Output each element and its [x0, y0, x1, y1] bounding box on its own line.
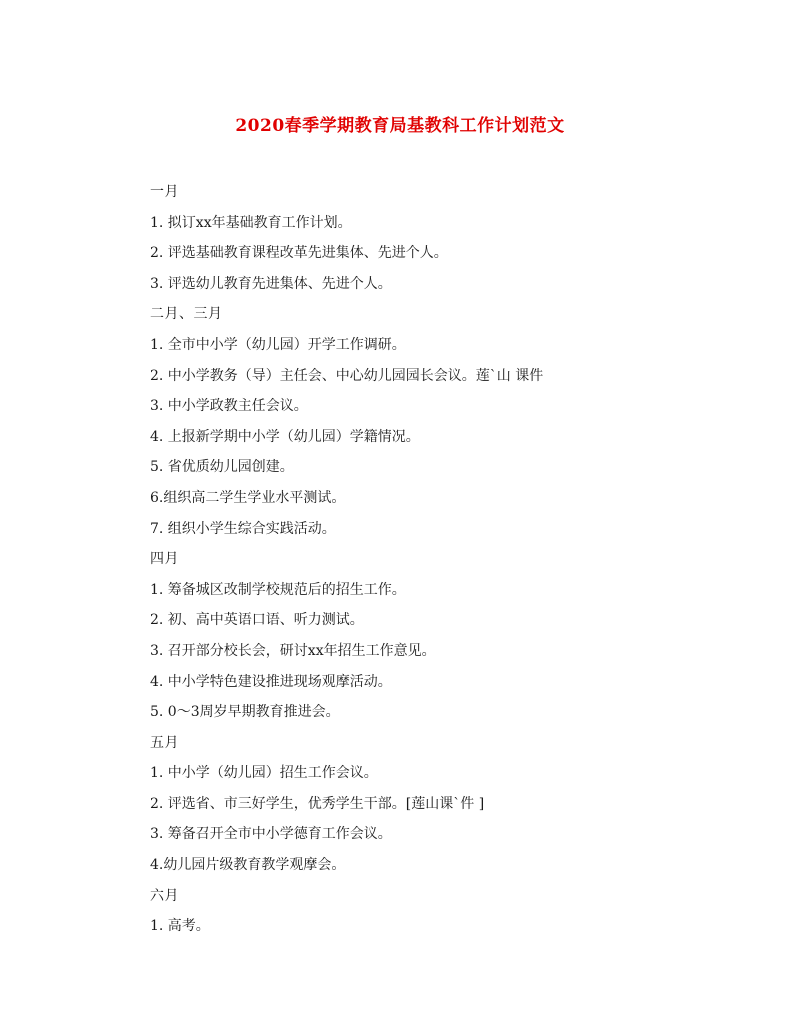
list-item: 1. 筹备城区改制学校规范后的招生工作。	[150, 581, 406, 598]
list-item: 3. 评选幼儿教育先进集体、先进个人。	[150, 275, 392, 292]
month-heading-june: 六月	[150, 887, 179, 904]
list-item: 1. 中小学（幼儿园）招生工作会议。	[150, 765, 378, 782]
list-item: 4. 中小学特色建设推进现场观摩活动。	[150, 673, 392, 690]
month-heading-may: 五月	[150, 734, 179, 751]
document-body	[150, 177, 710, 942]
list-item: 2. 评选基础教育课程改革先进集体、先进个人。	[150, 245, 448, 262]
list-item: 1. 全市中小学（幼儿园）开学工作调研。	[150, 336, 406, 353]
month-heading-february-march: 二月、三月	[150, 306, 223, 323]
month-heading-april: 四月	[150, 551, 179, 568]
list-item: 1. 高考。	[150, 918, 210, 935]
list-item: 5. 省优质幼儿园创建。	[150, 459, 294, 476]
list-item: 3. 中小学政教主任会议。	[150, 398, 308, 415]
document-title: 2020春季学期教育局基教科工作计划范文	[235, 116, 565, 136]
list-item: 3. 召开部分校长会，研讨xx年招生工作意见。	[150, 642, 436, 659]
list-item: 2. 评选省、市三好学生，优秀学生干部。[莲山课`件 ]	[150, 795, 485, 812]
list-item: 4.幼儿园片级教育教学观摩会。	[150, 857, 346, 874]
list-item: 1. 拟订xx年基础教育工作计划。	[150, 214, 352, 231]
list-item: 4. 上报新学期中小学（幼儿园）学籍情况。	[150, 428, 420, 445]
month-heading-january: 一月	[150, 184, 179, 200]
list-item: 2. 初、高中英语口语、听力测试。	[150, 612, 364, 629]
list-item: 6.组织高二学生学业水平测试。	[150, 489, 346, 506]
list-item: 7. 组织小学生综合实践活动。	[150, 520, 336, 537]
list-item: 2. 中小学教务（导）主任会、中心幼儿园园长会议。莲`山 课件	[150, 367, 544, 384]
list-item: 3. 筹备召开全市中小学德育工作会议。	[150, 826, 392, 843]
list-item: 5. 0～3周岁早期教育推进会。	[150, 704, 340, 721]
